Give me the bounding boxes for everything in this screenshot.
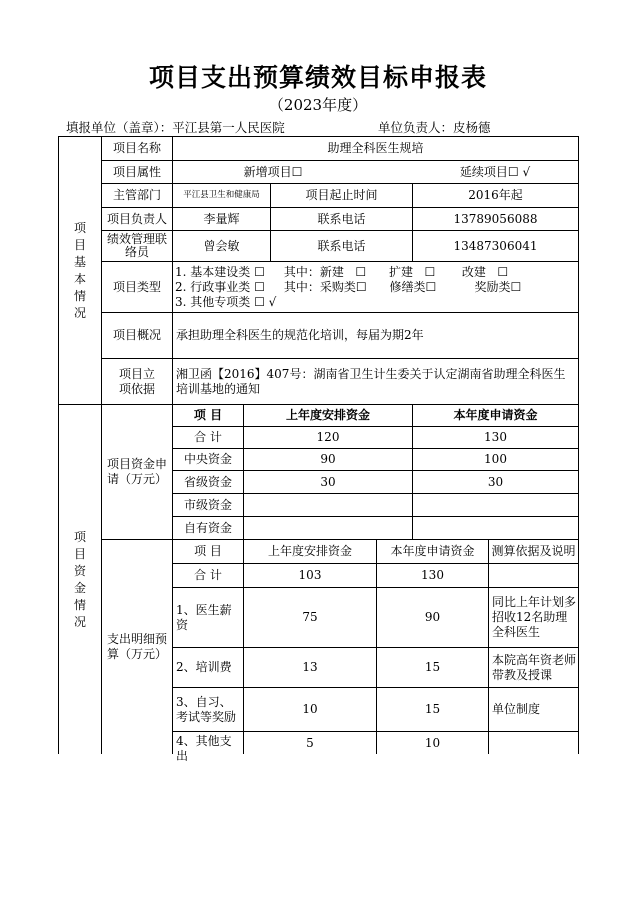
apply-this: 130 <box>484 430 507 444</box>
detail-this: 130 <box>421 568 444 582</box>
name-label: 项目名称 <box>112 141 161 155</box>
contact-phone-value: 13487306041 <box>453 238 538 253</box>
period-value: 2016年起 <box>468 188 523 202</box>
section-char: 项 <box>73 220 86 235</box>
apply-header-this: 本年度申请资金 <box>453 408 538 422</box>
section-char: 金 <box>73 580 86 595</box>
report-year: （2023年度） <box>268 96 368 114</box>
attr-continue-option: 延续项目☐ √ <box>459 164 531 179</box>
detail-this: 15 <box>424 660 441 674</box>
detail-item: 2、培训费 <box>176 660 232 674</box>
type-options <box>175 262 575 312</box>
detail-label: 支出明细预算（万元） <box>106 632 167 661</box>
type-line-3: 3. 其他专项类 ☐ √ <box>175 294 277 309</box>
detail-note: 本院高年资老师带教及授课 <box>492 652 577 682</box>
section-basic-info <box>59 137 101 404</box>
apply-last <box>244 494 412 516</box>
type-label: 项目类型 <box>112 279 161 294</box>
basis-label: 项目立项依据 <box>118 366 155 396</box>
section-char: 本 <box>73 271 86 286</box>
unit-head: 单位负责人：皮杨德 <box>378 120 491 135</box>
apply-last <box>244 517 412 539</box>
attr-label: 项目属性 <box>112 164 161 179</box>
head-label: 项目负责人 <box>106 211 167 226</box>
section-char: 况 <box>73 305 86 320</box>
section-char: 目 <box>73 546 86 561</box>
period-label: 项目起止时间 <box>305 188 378 202</box>
section-funding <box>59 405 101 754</box>
contact-phone-label: 联系电话 <box>317 238 366 253</box>
detail-last: 75 <box>302 610 318 624</box>
section-char: 情 <box>73 597 86 612</box>
detail-note <box>489 564 578 587</box>
detail-item: 4、其他支出 <box>176 734 232 763</box>
detail-this: 15 <box>424 702 441 716</box>
dept-label: 主管部门 <box>112 188 161 202</box>
detail-note: 单位制度 <box>492 702 541 716</box>
contact-value: 曾会敏 <box>203 238 240 253</box>
fill-unit: 填报单位（盖章）：平江县第一人民医院 <box>66 120 285 135</box>
section-char: 况 <box>73 614 86 629</box>
section-char: 目 <box>73 237 86 252</box>
detail-note: 同比上年计划多招收12名助理全科医生 <box>492 595 577 639</box>
apply-item: 合 计 <box>194 430 222 444</box>
apply-item: 中央资金 <box>183 452 232 466</box>
dept-value: 平江县卫生和健康局 <box>183 190 260 200</box>
head-phone-label: 联系电话 <box>317 211 366 226</box>
detail-last: 103 <box>298 568 322 582</box>
detail-header-item: 项 目 <box>194 544 222 558</box>
apply-item: 自有资金 <box>183 520 232 535</box>
page-title: 项目支出预算绩效目标申报表 <box>148 63 487 92</box>
detail-header-this: 本年度申请资金 <box>390 544 475 558</box>
apply-label: 项目资金申请（万元） <box>106 457 167 486</box>
apply-last: 30 <box>320 474 336 489</box>
apply-item: 市级资金 <box>183 497 232 512</box>
detail-last: 13 <box>302 660 318 674</box>
apply-header-last: 上年度安排资金 <box>285 408 370 422</box>
detail-header-last: 上年度安排资金 <box>267 544 352 558</box>
attr-new-option: 新增项目☐ <box>243 164 303 179</box>
apply-this <box>413 517 578 539</box>
overview-label: 项目概况 <box>112 328 161 342</box>
name-value: 助理全科医生规培 <box>327 141 424 155</box>
section-char: 情 <box>73 288 86 303</box>
overview-value: 承担助理全科医生的规范化培训，每届为期2年 <box>176 328 424 342</box>
section-char: 项 <box>73 529 86 544</box>
detail-last: 10 <box>302 702 318 716</box>
detail-item: 3、自习、考试等奖励 <box>176 694 237 724</box>
apply-this <box>413 494 578 516</box>
contact-label: 绩效管理联络员 <box>106 232 167 259</box>
basis-value: 湘卫函【2016】407号：湖南省卫生计生委关于认定湖南省助理全科医生培训基地的通知 <box>176 366 566 396</box>
type-line-1: 1. 基本建设类 ☐ 其中：新建 ☐ 扩建 ☐ 改建 ☐ <box>175 264 509 279</box>
apply-last: 90 <box>320 452 336 466</box>
detail-last: 5 <box>306 735 314 750</box>
type-line-2: 2. 行政事业类 ☐ 其中：采购类☐ 修缮类☐ 奖励类☐ <box>175 279 522 294</box>
apply-this: 100 <box>484 452 507 466</box>
apply-header-item: 项 目 <box>193 408 223 422</box>
apply-last: 120 <box>316 430 340 444</box>
apply-this: 30 <box>487 474 504 489</box>
detail-this: 10 <box>424 735 441 750</box>
head-value: 李量辉 <box>203 211 240 226</box>
detail-item: 1、医生薪资 <box>176 602 232 632</box>
section-char: 基 <box>73 254 86 269</box>
detail-note <box>489 732 578 754</box>
head-phone-value: 13789056088 <box>453 211 538 226</box>
detail-this: 90 <box>424 610 441 624</box>
detail-header-note: 测算依据及说明 <box>491 544 576 558</box>
apply-item: 省级资金 <box>183 474 232 489</box>
section-char: 资 <box>73 563 86 578</box>
detail-item: 合 计 <box>194 568 222 582</box>
